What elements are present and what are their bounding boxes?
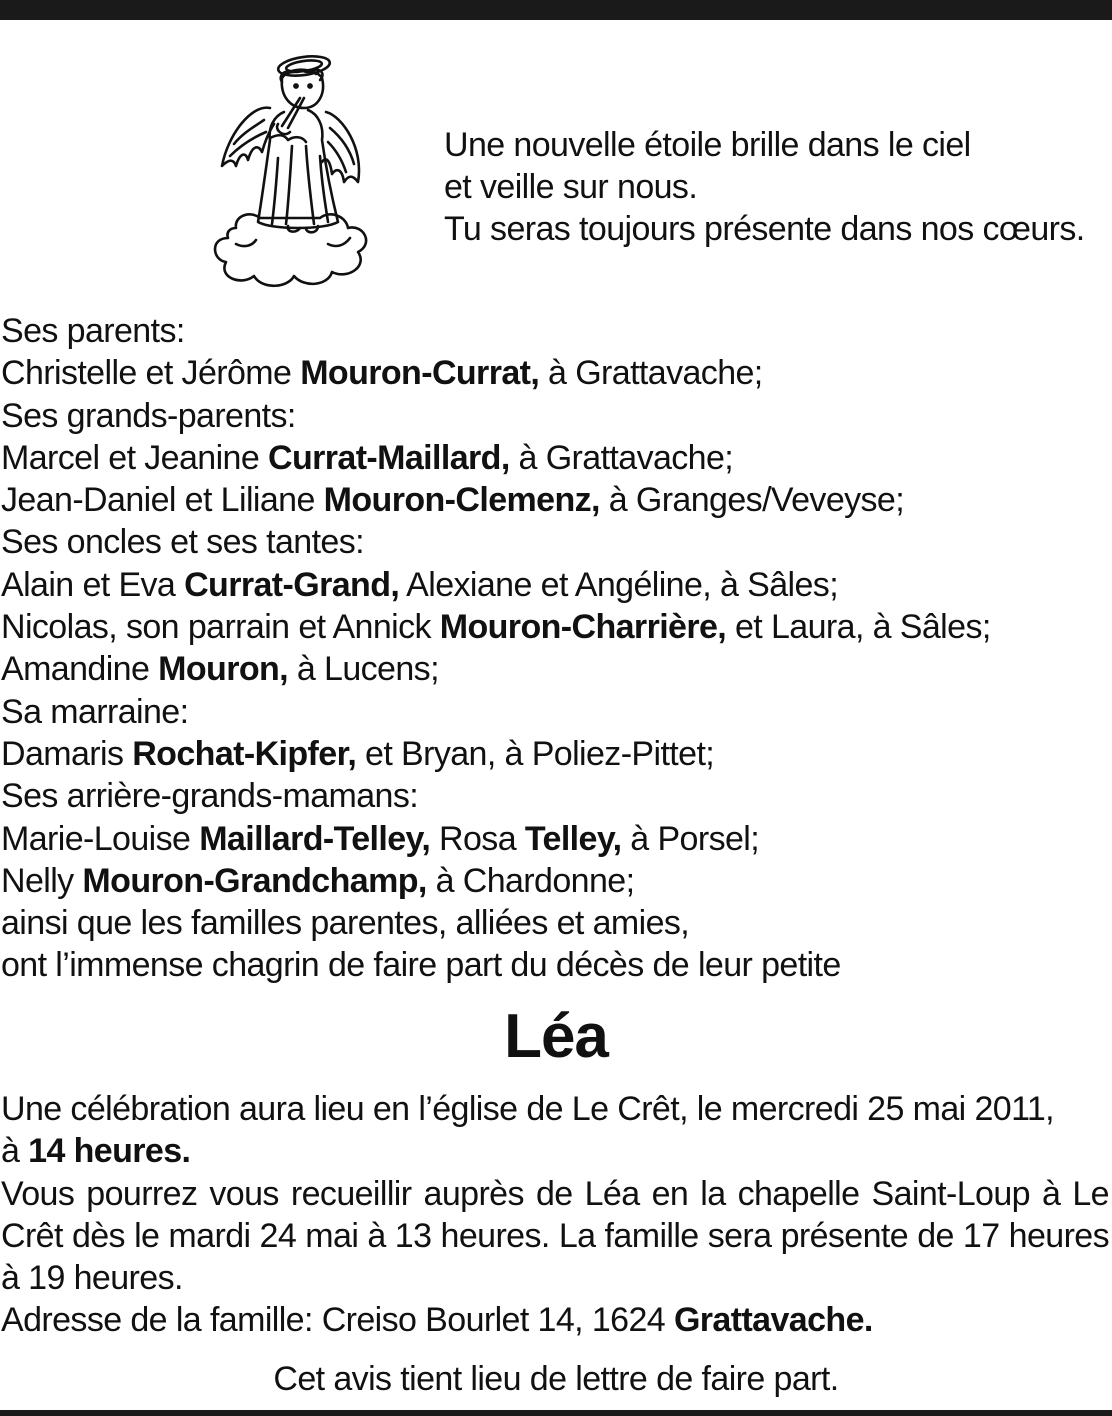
top-rule [0, 0, 1112, 20]
family-line [1, 437, 991, 479]
family-line-text: Marcel et Jeanine [1, 438, 269, 477]
family-line [1, 564, 991, 606]
family-line-text: à Lucens; [288, 650, 439, 689]
angel-on-cloud-icon [208, 48, 372, 288]
family-name: Currat-Grand, [184, 565, 400, 604]
family-line-text: Christelle et Jérôme [1, 354, 301, 393]
uncles-heading: Ses oncles et ses tantes: [1, 523, 364, 562]
family-line [1, 352, 991, 394]
celebration-line: Une célébration aura lieu en l’église de Le Crêt, le mercredi 25 mai 2011, [1, 1090, 1055, 1128]
family-name: Maillard-Telley, [199, 819, 431, 858]
time-value: 14 heures. [28, 1132, 191, 1171]
address-text: Adresse de la famille: Creiso Bourlet 14, 1624 [1, 1301, 674, 1340]
deceased-name: Léa [504, 1002, 608, 1071]
family-line [1, 648, 991, 690]
family-name: Mouron-Charrière, [439, 608, 727, 647]
family-line-text: et Laura, à Sâles; [726, 608, 991, 647]
family-name: Mouron-Currat, [300, 354, 540, 393]
family-line-text: à Granges/Veveyse; [599, 481, 905, 520]
time-prefix: à [1, 1132, 29, 1171]
family-name: Mouron, [158, 650, 289, 689]
family-line [1, 818, 991, 860]
godmother-heading: Sa marraine: [1, 692, 189, 731]
parents-heading: Ses parents: [1, 312, 185, 350]
poem-verse [444, 124, 1085, 250]
family-name: Rochat-Kipfer, [132, 734, 357, 773]
family-line [1, 606, 991, 648]
family-line-text: Rosa [430, 819, 525, 858]
family-name: Mouron-Clemenz, [323, 481, 600, 520]
verse-line: Une nouvelle étoile brille dans le ciel [444, 126, 971, 164]
family-name: Mouron-Grandchamp, [82, 861, 427, 900]
closing-note: Cet avis tient lieu de lettre de faire part. [273, 1360, 839, 1398]
family-line-text: Alexiane et Angéline, à Sâles; [399, 565, 839, 604]
family-line-text: Damaris [1, 734, 133, 773]
family-line-text: à Porsel; [621, 819, 760, 858]
celebration-time [1, 1130, 1109, 1172]
family-line-text: Alain et Eva [1, 565, 185, 604]
bottom-rule [0, 1410, 1112, 1416]
family-closing-line: ainsi que les familles parentes, alliées et amies, [1, 904, 690, 943]
family-name: Currat-Maillard, [268, 438, 510, 477]
family-line-text: Nelly [1, 861, 83, 900]
family-line-text: Marie-Louise [1, 819, 200, 858]
family-closing-line: ont l’immense chagrin de faire part du décès de leur petite [1, 946, 841, 985]
family-line-text: à Grattavache; [509, 438, 734, 477]
family-announcement [1, 310, 991, 987]
family-line [1, 733, 991, 775]
family-line [1, 860, 991, 902]
family-line-text: Nicolas, son parrain et Annick [1, 608, 440, 647]
address-locality: Grattavache. [673, 1301, 873, 1340]
family-name: Telley, [524, 819, 622, 858]
family-address [1, 1299, 1109, 1341]
family-line-text: Amandine [1, 650, 159, 689]
family-line-text: à Grattavache; [539, 354, 763, 393]
great-grandmothers-heading: Ses arrière-grands-mamans: [1, 777, 419, 816]
family-line-text: et Bryan, à Poliez-Pittet; [356, 734, 715, 773]
ceremony-details [1, 1088, 1109, 1342]
grandparents-heading: Ses grands-parents: [1, 396, 296, 435]
visitation-paragraph: Vous pourrez vous recueillir auprès de Léa en la chapelle Saint-Loup à Le Crêt dès le mardi 24 mai à 13 heures. La famille sera présente de 17 heures à 19 heures. [1, 1174, 1109, 1298]
verse-line: et veille sur nous. [444, 168, 698, 206]
family-line [1, 479, 991, 521]
family-line-text: à Chardonne; [426, 861, 635, 900]
verse-line: Tu seras toujours présente dans nos cœurs. [444, 210, 1085, 248]
family-line-text: Jean-Daniel et Liliane [1, 481, 324, 520]
